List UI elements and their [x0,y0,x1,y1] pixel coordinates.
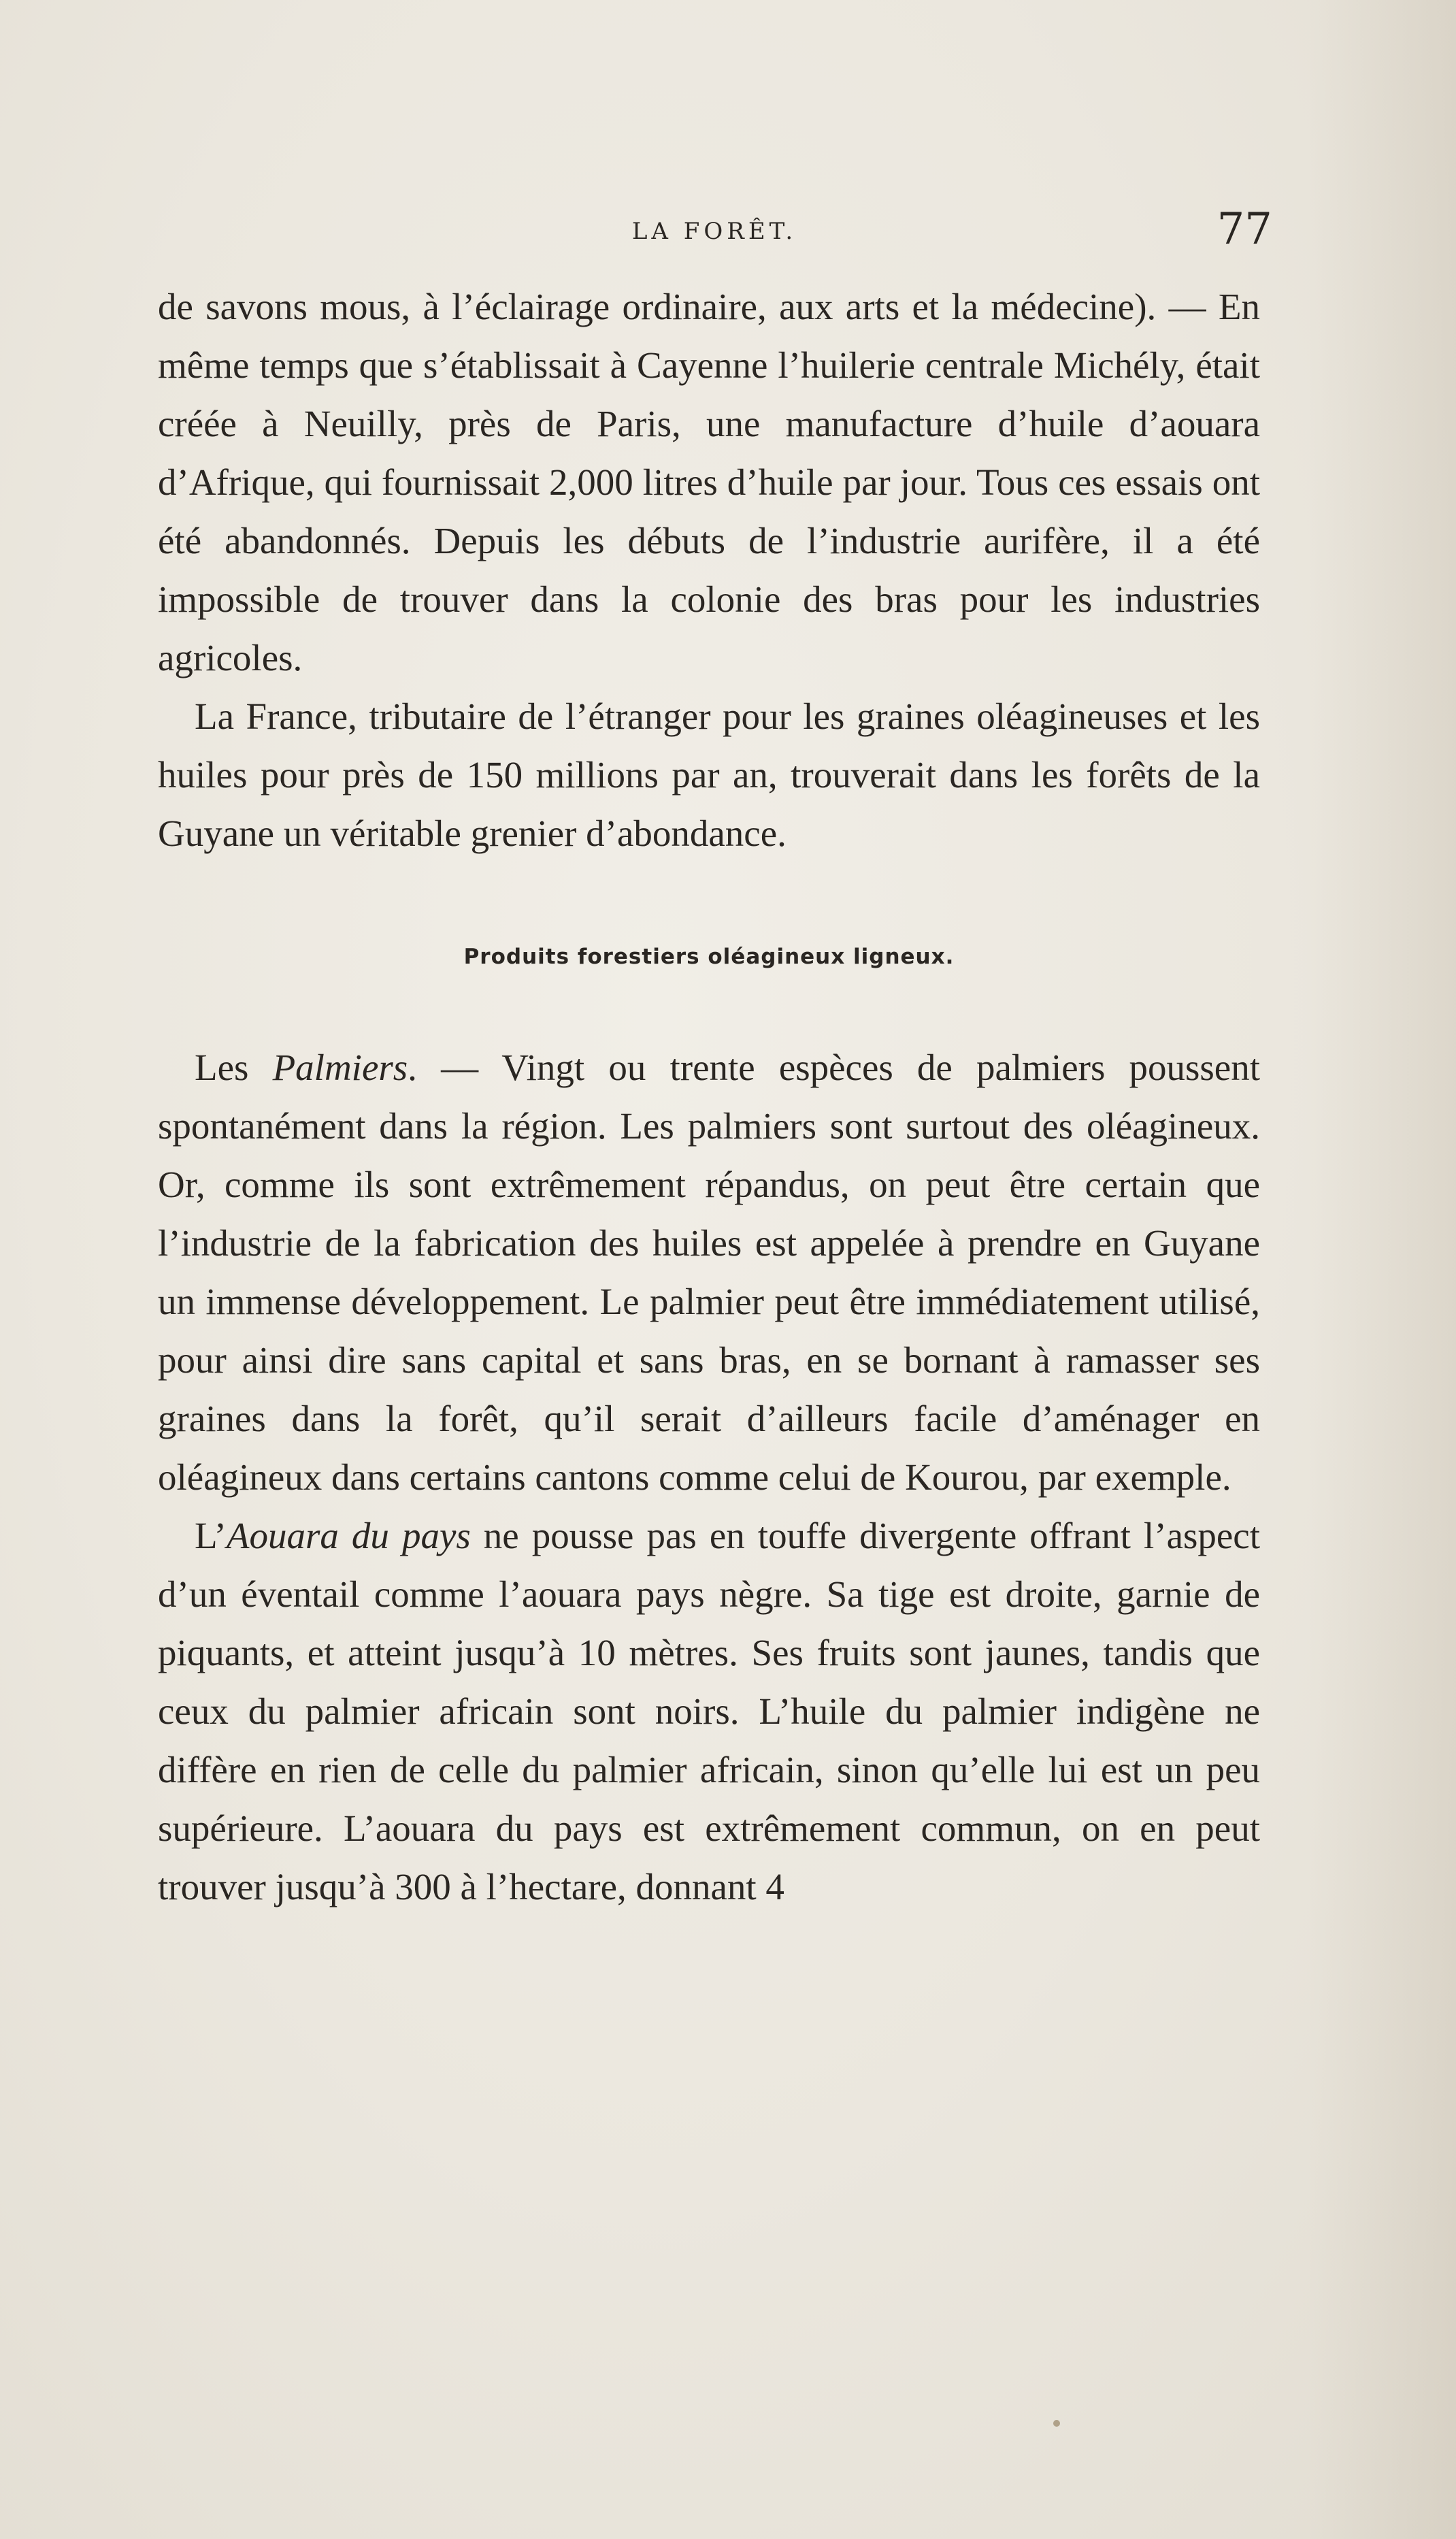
paragraph-4-lead: L’ [195,1515,227,1556]
paragraph-1-text: de savons mous, à l’éclairage ordinaire, aux arts et la médecine). — En même temps que s’établissait à Cayenne l’huilerie centrale Michély, était créée à Neuilly, près de Paris, une manufacture d’huile d’aouara d’Afrique, qui fournissait 2,000 litres d’huile par jour. Tous ces essais ont été abandonnés. Depuis les débuts de l’industrie aurifère, il a été impossible de trouver dans la colonie des bras pour les industries agricoles. [158,286,1260,678]
page-edge-shading [1306,0,1456,2539]
paragraph-2-text: La France, tributaire de l’étranger pour les graines oléagineuses et les huiles pour près de 150 millions par an, trouverait dans les forêts de la Guyane un véritable grenier d’abondance. [158,695,1260,854]
paragraph-aouara [158,1507,1260,1916]
paragraph-4-text: ne pousse pas en touffe divergente offrant l’aspect d’un éventail comme l’aouara pays nègre. Sa tige est droite, garnie de piquants, et atteint jusqu’à 10 mètres. Ses fruits sont jaunes, tandis que ceux du palmier africain sont noirs. L’huile du palmier indigène ne diffère en rien de celle du palmier africain, sinon qu’elle lui est un peu supérieure. L’aouara du pays est extrêmement commun, on en peut trouver jusqu’à 300 à l’hectare, donnant 4 [158,1515,1260,1907]
paragraph-3-lead: Les [195,1047,273,1088]
page-header [156,204,1272,265]
paper-speck [1053,2420,1060,2427]
paragraph-france [158,687,1260,863]
page-number: 77 [1217,204,1272,255]
term-aouara-du-pays: Aouara du pays [226,1515,471,1556]
paragraph-3-text: . — Vingt ou trente espèces de palmiers poussent spontanément dans la région. Les palmiers sont surtout des oléagineux. Or, comme ils sont extrêmement répandus, on peut être certain que l’industrie de la fabrication des huiles est appelée à prendre en Guyane un immense développement. Le palmier peut être immédiatement utilisé, pour ainsi dire sans capital et sans bras, en se bornant à ramasser ses graines dans la forêt, qu’il serait d’ailleurs facile d’aménager en oléagineux dans certains cantons comme celui de Kourou, par exemple. [158,1047,1260,1498]
running-title: LA FORÊT. [631,218,797,245]
paragraph-palmiers [158,1038,1260,1507]
section-heading: Produits forestiers oléagineux ligneux. [463,945,955,969]
body-text [158,278,1260,1916]
term-palmiers: Palmiers [272,1047,408,1088]
paragraph-continuation [158,278,1260,687]
